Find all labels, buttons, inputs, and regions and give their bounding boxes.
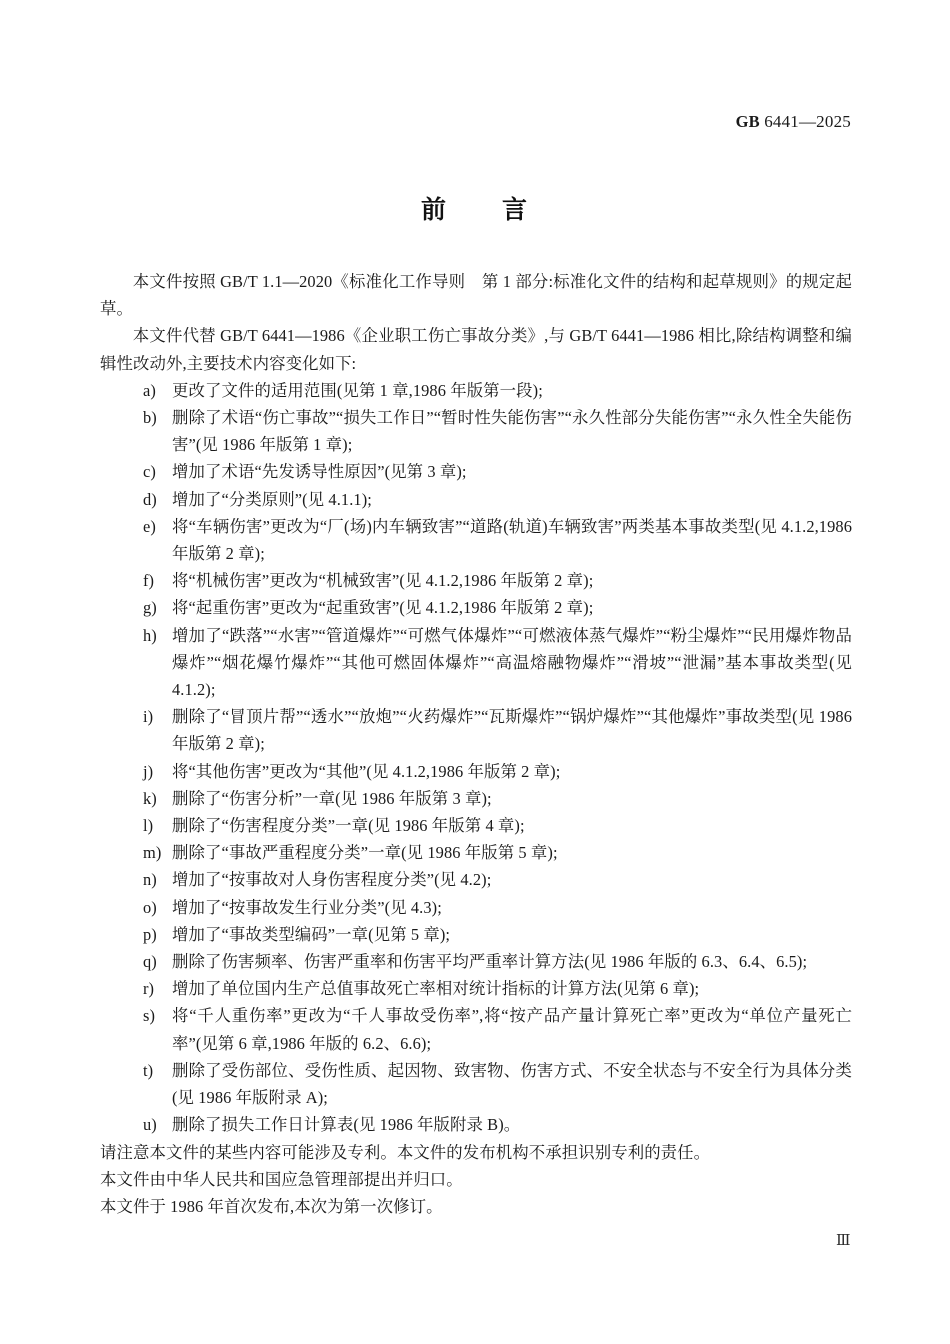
list-marker: s) [143,1006,156,1026]
document-body [100,268,852,1220]
list-item-text: 将“起重伤害”更改为“起重致害”(见 4.1.2,1986 年版第 2 章); [172,598,594,618]
list-item [100,567,852,594]
list-marker: o) [143,897,157,917]
list-item [100,758,852,785]
list-marker: r) [143,979,155,999]
list-marker: k) [143,788,157,808]
list-item [100,975,852,1002]
list-item [100,404,852,458]
page-number: Ⅲ [836,1233,851,1249]
list-item [100,812,852,839]
list-marker: p) [143,924,157,944]
list-marker: t) [143,1060,154,1080]
list-item-text: 增加了“跌落”“水害”“管道爆炸”“可燃气体爆炸”“可燃液体蒸气爆炸”“粉尘爆炸”“民用爆炸物品爆炸”“烟花爆竹爆炸”“其他可燃固体爆炸”“高温熔融物爆炸”“滑坡”“泄漏”基本事故类型(见 4.1.2); [172,625,852,700]
list-marker: b) [143,408,157,428]
list-marker: d) [143,489,157,509]
running-header [100,112,851,134]
list-item [100,594,852,621]
list-item [100,377,852,404]
list-item-text: 删除了“冒顶片帮”“透水”“放炮”“火药爆炸”“瓦斯爆炸”“锅炉爆炸”“其他爆炸”事故类型(见 1986 年版第 2 章); [172,707,852,754]
list-item-text: 删除了“事故严重程度分类”一章(见 1986 年版第 5 章); [172,843,558,863]
list-marker: h) [143,625,157,645]
list-marker: a) [143,380,156,400]
closing-paragraph-3: 本文件于 1986 年首次发布,本次为第一次修订。 [100,1196,443,1216]
closing-paragraphs [100,1139,852,1221]
list-item [100,1002,852,1056]
list-item-text: 将“车辆伤害”更改为“厂(场)内车辆致害”“道路(轨道)车辆致害”两类基本事故类型(见 4.1.2,1986 年版第 2 章); [172,516,852,564]
list-marker: c) [143,462,156,482]
list-marker: l) [143,816,154,836]
list-item [100,622,852,704]
list-item [100,785,852,812]
list-marker: n) [143,870,157,890]
list-item [100,948,852,975]
list-item [100,1057,852,1111]
list-item-text: 删除了“伤害程度分类”一章(见 1986 年版第 4 章); [172,816,525,836]
intro-paragraph-1: 本文件按照 GB/T 1.1—2020《标准化工作导则 第 1 部分:标准化文件的结构和起草规则》的规定起草。 [100,272,852,319]
list-item [100,703,852,757]
closing-paragraph-2: 本文件由中华人民共和国应急管理部提出并归口。 [100,1169,463,1189]
list-item [100,894,852,921]
list-item [100,1111,852,1138]
list-item-text: 删除了损失工作日计算表(见 1986 年版附录 B)。 [172,1115,521,1135]
list-item [100,839,852,866]
list-item-text: 更改了文件的适用范围(见第 1 章,1986 年版第一段); [172,380,543,400]
list-item-text: 将“其他伤害”更改为“其他”(见 4.1.2,1986 年版第 2 章); [172,761,561,781]
list-item-text: 删除了术语“伤亡事故”“损失工作日”“暂时性失能伤害”“永久性部分失能伤害”“永久性全失能伤害”(见 1986 年版第 1 章); [172,408,852,455]
list-item-text: 增加了术语“先发诱导性原因”(见第 3 章); [172,462,467,482]
list-item-text: 将“机械伤害”更改为“机械致害”(见 4.1.2,1986 年版第 2 章); [172,571,594,591]
list-marker: u) [143,1115,157,1135]
list-marker: f) [143,571,155,591]
list-marker: e) [143,516,156,536]
list-item [100,513,852,567]
list-item [100,458,852,485]
standard-number: 6441—2025 [764,112,851,131]
list-item-text: 增加了单位国内生产总值事故死亡率相对统计指标的计算方法(见第 6 章); [172,979,700,999]
list-item [100,866,852,893]
list-marker: j) [143,761,154,781]
list-marker: g) [143,598,157,618]
page-title: 前 言 [420,195,529,224]
list-item [100,486,852,513]
list-item-text: 删除了受伤部位、受伤性质、起因物、致害物、伤害方式、不安全状态与不安全行为具体分类(见 1986 年版附录 A); [172,1060,852,1108]
closing-paragraph-1: 请注意本文件的某些内容可能涉及专利。本文件的发布机构不承担识别专利的责任。 [100,1142,711,1162]
list-item-text: 增加了“按事故对人身伤害程度分类”(见 4.2); [172,870,492,890]
list-item-text: 增加了“分类原则”(见 4.1.1); [172,489,372,509]
list-item-text: 增加了“按事故发生行业分类”(见 4.3); [172,897,442,917]
list-item-text: 将“千人重伤率”更改为“千人事故受伤率”,将“按产品产量计算死亡率”更改为“单位产量死亡率”(见第 6 章,1986 年版的 6.2、6.6); [172,1006,852,1053]
intro-paragraph-2: 本文件代替 GB/T 6441—1986《企业职工伤亡事故分类》,与 GB/T 6441—1986 相比,除结构调整和编辑性改动外,主要技术内容变化如下: [100,326,852,373]
list-item-text: 增加了“事故类型编码”一章(见第 5 章); [172,924,451,944]
list-marker: i) [143,707,154,727]
changes-list [100,377,852,1139]
list-item-text: 删除了“伤害分析”一章(见 1986 年版第 3 章); [172,788,492,808]
standard-prefix: GB [735,112,760,131]
list-marker: m) [143,843,162,863]
list-item [100,921,852,948]
list-marker: q) [143,952,157,972]
list-item-text: 删除了伤害频率、伤害严重率和伤害平均严重率计算方法(见 1986 年版的 6.3、6.4、6.5); [172,952,808,972]
